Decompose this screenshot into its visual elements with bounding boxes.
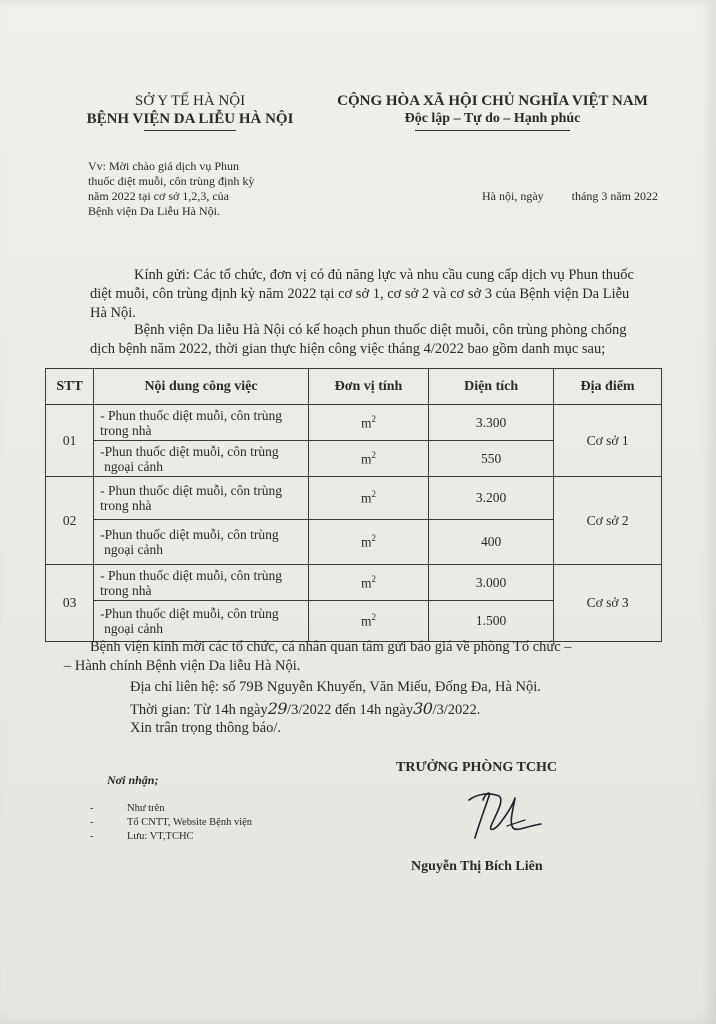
nation-title: CỘNG HÒA XÃ HỘI CHỦ NGHĨA VIỆT NAM [337,93,648,109]
subject-line: Vv: Mời chào giá dịch vụ Phun [88,159,239,173]
nation-motto: Độc lập – Tự do – Hạnh phúc [404,111,581,126]
unit-text: m [360,575,372,591]
task-line: ngoại cảnh [104,458,163,474]
signature-image [455,786,555,846]
unit-exponent: 2 [371,413,376,424]
closing-line: Xin trân trọng thông báo/. [130,720,282,736]
area-cell: 3.300 [429,405,554,441]
greeting-line: Kính gửi: Các tổ chức, đơn vị có đủ năng lực và nhu cầu cung cấp dịch vụ Phun thuốc [134,267,634,283]
location-cell: Cơ sở 3 [554,565,662,642]
location-cell: Cơ sở 1 [554,405,662,477]
org-underline [144,130,236,131]
plan-line: dịch bệnh năm 2022, thời gian thực hiện công việc tháng 4/2022 bao gồm danh mục sau; [90,341,606,357]
stt-cell: 03 [46,565,94,642]
greeting-line: Hà Nội. [90,305,136,321]
subject-line: năm 2022 tại cơ sở 1,2,3, của [88,189,229,203]
recipient-text: Lưu: VT,TCHC [127,831,194,842]
col-header-location: Địa điểm [554,369,662,405]
signer-name: Nguyễn Thị Bích Liên [411,859,543,874]
unit-cell [308,565,428,601]
task-cell [94,477,309,520]
unit-text: m [360,613,372,629]
unit-cell [308,477,428,520]
task-line: trong nhà [100,422,152,438]
parent-org: SỞ Y TẾ HÀ NỘI [134,93,246,109]
table-row [46,565,662,601]
task-line: ngoại cảnh [104,542,163,557]
task-line: -Phun thuốc diệt muỗi, côn trùng [100,606,279,621]
time-text: /3/2022 đến 14h ngày [287,702,414,718]
org-name: BỆNH VIỆN DA LIỄU HÀ NỘI [86,111,294,127]
handwritten-day: 30 [413,699,433,718]
task-line: trong nhà [100,498,152,513]
time-text: /3/2022. [432,702,481,718]
task-cell [94,520,309,565]
unit-text: m [360,534,372,550]
unit-exponent: 2 [371,489,376,500]
recipient-text: Như trên [127,803,165,814]
task-line: -Phun thuốc diệt muỗi, côn trùng [100,443,279,459]
document-date [482,189,658,204]
unit-cell [308,601,428,642]
stt-cell: 02 [46,477,94,565]
col-header-unit: Đơn vị tính [308,369,428,405]
area-cell: 1.500 [429,601,554,642]
task-cell [94,441,309,477]
work-items-table [45,368,662,642]
unit-exponent: 2 [371,612,376,623]
plan-line: Bệnh viện Da liễu Hà Nội có kế hoạch phun thuốc diệt muỗi, côn trùng phòng chống [134,322,627,338]
table-header-row [46,369,662,405]
task-line: -Phun thuốc diệt muỗi, côn trùng [100,527,279,542]
task-line: ngoại cảnh [104,621,163,636]
list-item [90,830,252,844]
unit-text: m [360,490,372,506]
location-cell: Cơ sở 2 [554,477,662,565]
unit-exponent: 2 [371,573,376,584]
invite-line: Bệnh viện kính mời các tổ chức, cá nhân quan tâm gửi báo giá về phòng Tổ chức – [90,639,572,655]
national-header [320,92,665,131]
col-header-area: Diện tích [429,369,554,405]
task-line: trong nhà [100,582,152,598]
subject-line: Bệnh viện Da Liễu Hà Nội. [88,204,220,218]
unit-exponent: 2 [371,449,376,460]
stt-cell: 01 [46,405,94,477]
task-line: - Phun thuốc diệt muỗi, côn trùng [100,567,282,583]
greeting-paragraph [90,266,670,323]
area-cell: 3.200 [429,477,554,520]
issuing-organization [60,92,320,131]
task-cell [94,405,309,441]
unit-cell [308,520,428,565]
recipients-list [90,802,252,844]
area-cell: 400 [429,520,554,565]
task-cell [94,601,309,642]
unit-text: m [360,415,372,431]
subject-line: thuốc diệt muỗi, côn trùng định kỳ [88,174,255,188]
table-row [46,405,662,441]
area-cell: 3.000 [429,565,554,601]
bullet-dash: - [90,803,94,814]
unit-cell [308,441,428,477]
greeting-line: diệt muỗi, côn trùng định kỳ năm 2022 tại cơ sở 1, cơ sở 2 và cơ sở 3 của Bệnh viện Da Liễu [90,286,630,302]
signer-title: TRƯỞNG PHÒNG TCHC [396,760,558,775]
motto-underline [415,130,570,131]
plan-paragraph [90,321,670,359]
list-item [90,802,252,816]
col-header-stt: STT [46,369,94,405]
col-header-task: Nội dung công việc [94,369,309,405]
unit-cell [308,405,428,441]
date-place: Hà nội, ngày [482,189,544,203]
area-cell: 550 [429,441,554,477]
contact-address: Địa chỉ liên hệ: số 79B Nguyễn Khuyến, Văn Miếu, Đống Đa, Hà Nội. [130,679,541,695]
submission-time [130,699,480,719]
recipient-text: Tổ CNTT, Website Bệnh viện [127,817,253,828]
task-cell [94,565,309,601]
bullet-dash: - [90,831,94,842]
invite-line: – Hành chính Bệnh viện Da liễu Hà Nội. [64,658,301,674]
subject-block [88,159,328,219]
list-item [90,816,252,830]
table-row [46,477,662,520]
handwritten-day: 29 [267,699,288,718]
bullet-dash: - [90,817,94,828]
unit-exponent: 2 [371,533,376,544]
time-text: Thời gian: Từ 14h ngày [130,702,268,718]
task-line: - Phun thuốc diệt muỗi, côn trùng [100,407,282,423]
task-line: - Phun thuốc diệt muỗi, côn trùng [100,483,282,498]
recipients-title: Nơi nhận; [107,773,159,787]
unit-text: m [360,451,372,467]
date-month: tháng 3 năm 2022 [571,189,658,203]
